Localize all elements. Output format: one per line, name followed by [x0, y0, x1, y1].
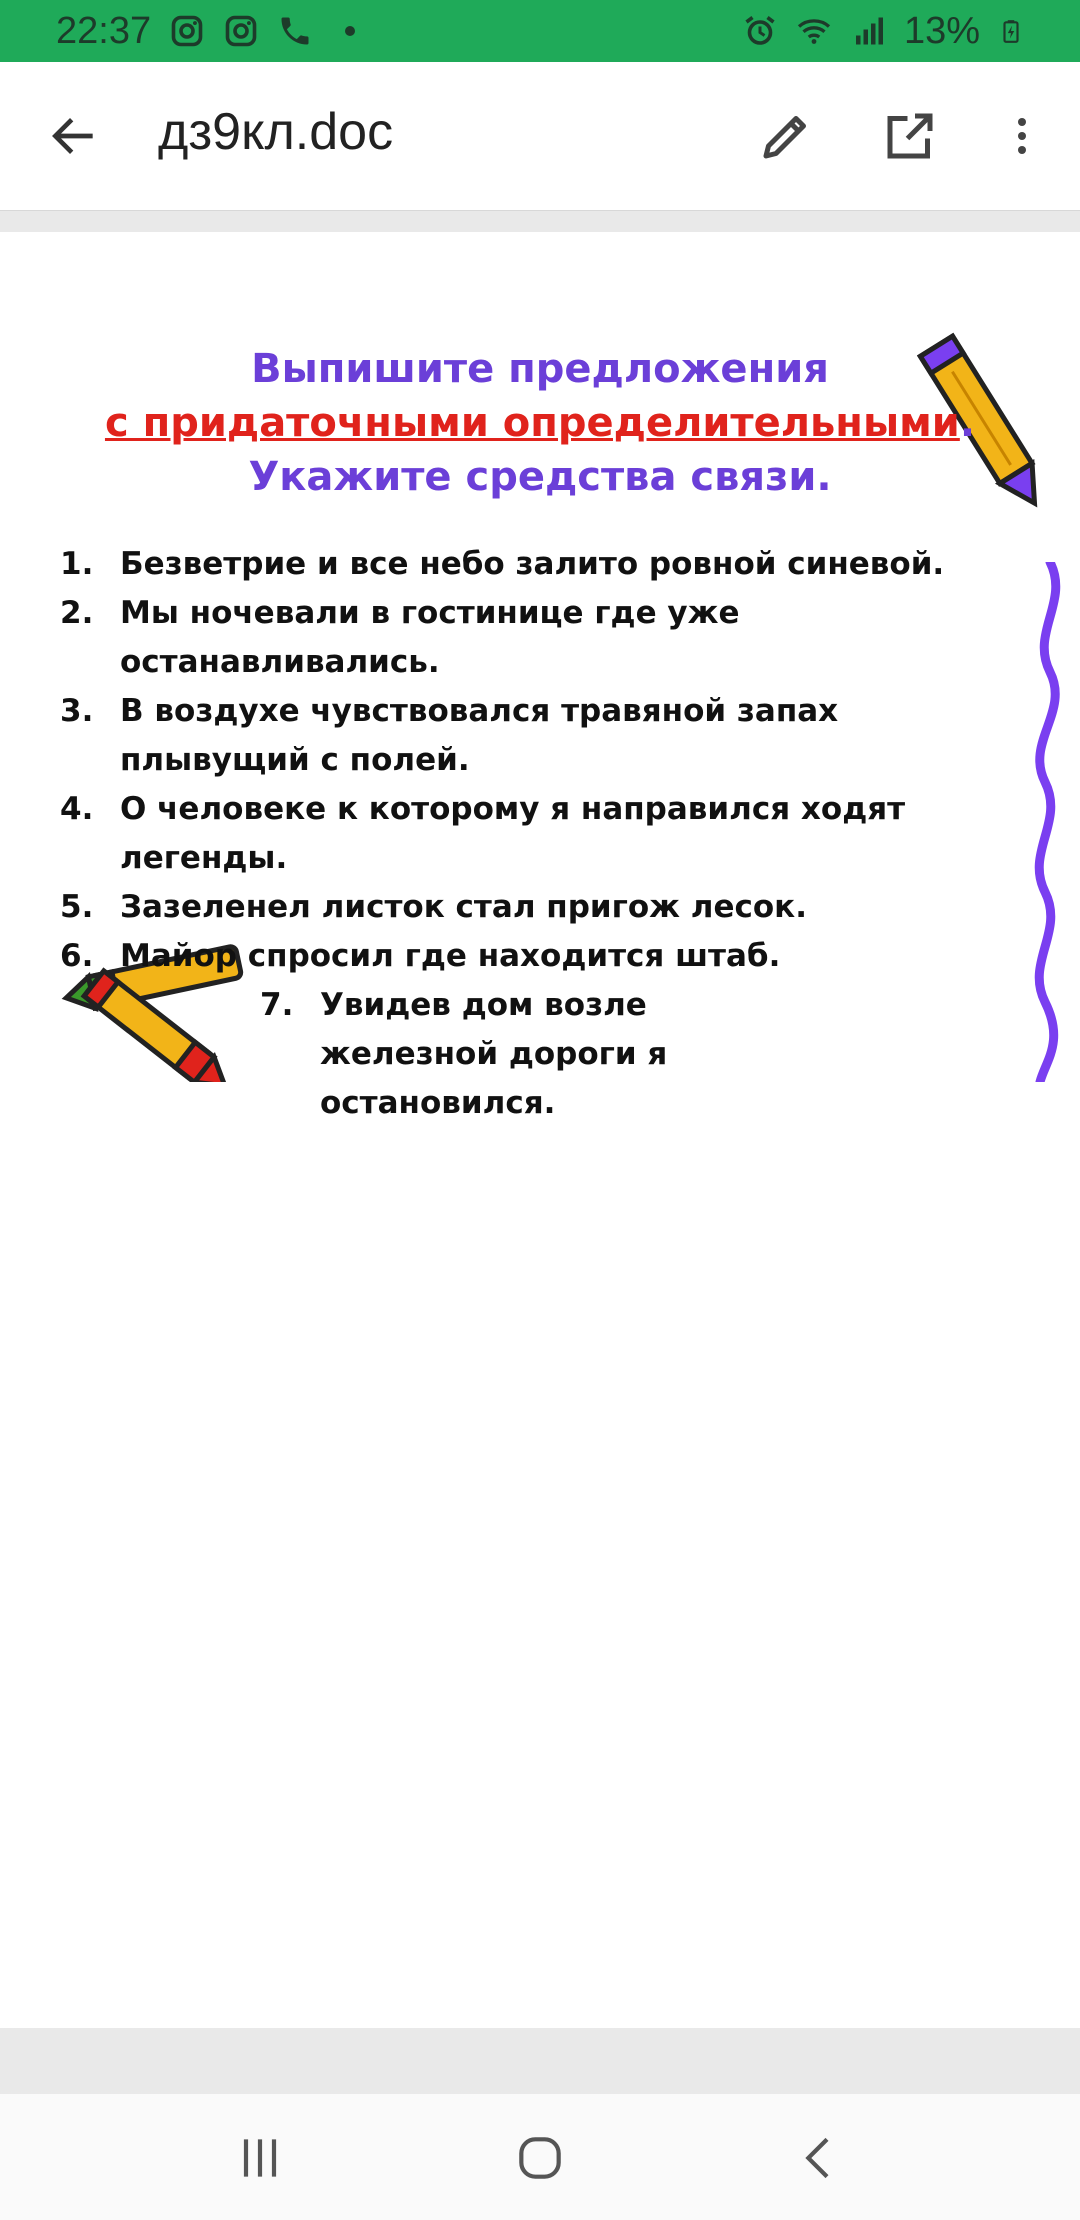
- list-item: [60, 932, 1040, 981]
- phone-icon: [277, 13, 313, 49]
- alarm-icon: [742, 13, 778, 49]
- heading-accent: с придаточными определительными: [104, 400, 960, 446]
- item-number: 4.: [60, 791, 94, 827]
- list-item: [60, 785, 1040, 883]
- item-text: Безветрие и все небо залито ровной синевой.: [120, 546, 945, 582]
- notification-dot-icon: [345, 26, 355, 36]
- item-number: 7.: [260, 987, 294, 1023]
- battery-icon: [998, 13, 1024, 49]
- item-number: 1.: [60, 546, 94, 582]
- open-external-icon[interactable]: [880, 106, 940, 166]
- pencil-icon[interactable]: [756, 106, 816, 166]
- task-heading: [0, 342, 1080, 504]
- status-bar: [0, 0, 1080, 62]
- heading-line-3: Укажите средства связи.: [248, 454, 832, 500]
- instagram-icon: [223, 13, 259, 49]
- item-text: В воздухе чувствовался травяной запах плывущий с полей.: [120, 693, 839, 778]
- heading-line-2: [0, 396, 1080, 450]
- recents-icon[interactable]: [232, 2130, 288, 2186]
- system-nav-bar: [0, 2094, 1080, 2220]
- item-text: Увидев дом возле железной дороги я остановился.: [320, 987, 668, 1121]
- list-item: [60, 540, 1040, 589]
- wifi-icon: [796, 13, 832, 49]
- instagram-icon: [169, 13, 205, 49]
- battery-percent: 13%: [903, 9, 980, 52]
- item-text: О человеке к которому я направился ходят легенды.: [120, 791, 906, 876]
- document-title: дз9кл.doc: [158, 103, 394, 161]
- nav-back-icon[interactable]: [792, 2130, 848, 2186]
- arrow-left-icon[interactable]: [46, 108, 102, 164]
- document-page[interactable]: [0, 232, 1080, 2028]
- sentence-list: [60, 540, 1040, 1128]
- more-vert-icon[interactable]: [998, 106, 1046, 166]
- item-text: Мы ночевали в гостинице где уже останавливались.: [120, 595, 740, 680]
- item-text: Майор спросил где находится штаб.: [120, 938, 781, 974]
- home-icon[interactable]: [512, 2130, 568, 2186]
- list-item: [60, 883, 1040, 932]
- signal-icon: [850, 13, 886, 49]
- item-text: Зазеленел листок стал пригож лесок.: [120, 889, 807, 925]
- item-number: 5.: [60, 889, 94, 925]
- heading-line-1: Выпишите предложения: [251, 346, 829, 392]
- list-item: [260, 981, 1040, 1128]
- item-number: 3.: [60, 693, 94, 729]
- item-number: 2.: [60, 595, 94, 631]
- clock: 22:37: [56, 9, 152, 52]
- heading-line-2-end: .: [959, 400, 976, 446]
- list-item: [60, 687, 1040, 785]
- item-number: 6.: [60, 938, 94, 974]
- list-item: [60, 589, 1040, 687]
- app-bar: [0, 62, 1080, 211]
